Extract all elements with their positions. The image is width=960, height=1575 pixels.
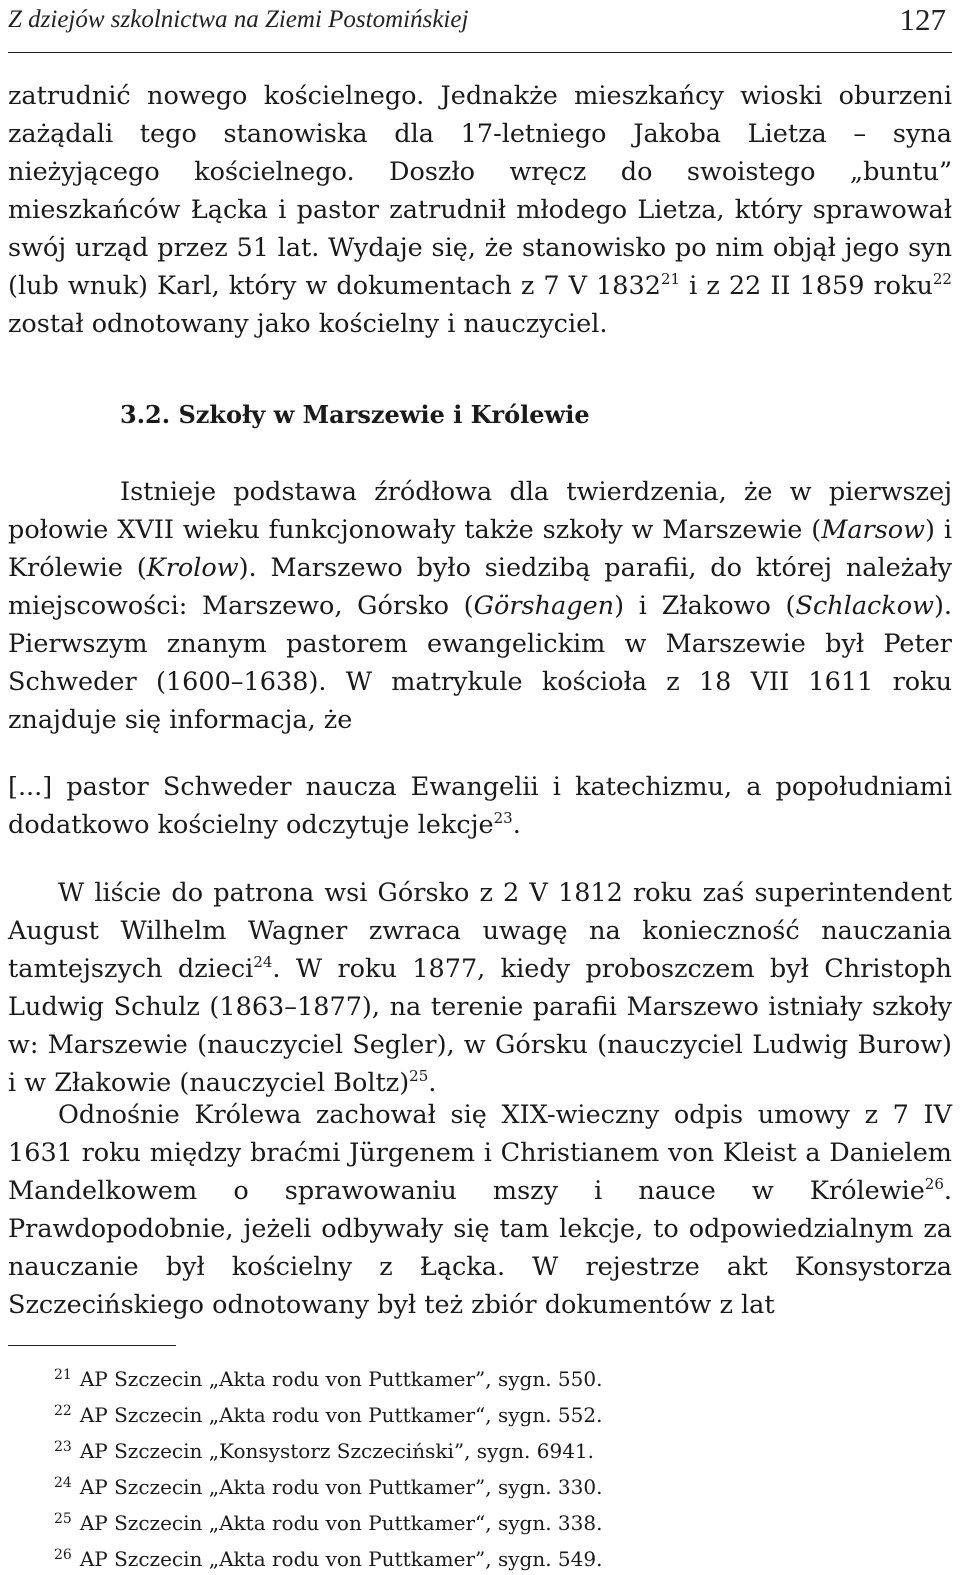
footnote-ref: 26	[924, 1175, 944, 1193]
paragraph-text: . W roku 1877, kiedy proboszczem był Christoph Ludwig Schulz (1863–1877), na terenie parafii Marszewo istniały szkoły w: Marszewie (nauczyciel Segler), w Górsku (nauczyciel Ludwig Burow) i w Złakowie (nauczyciel Boltz)	[8, 954, 952, 1098]
footnote-ref: 24	[253, 953, 273, 971]
paragraph-text: . Prawdopodobnie, jeżeli odbywały się tam lekcje, to odpowiedzialnym za nauczanie był kościelny z Łącka. W rejestrze akt Konsystorza Szczecińskiego odnotowany był też zbiór dokumentów z lat	[8, 1176, 952, 1320]
running-title: Z dziejów szkolnictwa na Ziemi Postomińskiej	[8, 6, 469, 33]
german-name: Marsow	[821, 515, 925, 545]
footnote-item	[54, 1395, 602, 1431]
footnote-item	[54, 1431, 602, 1467]
footnote-number: 25	[54, 1511, 72, 1527]
footnote-text: AP Szczecin „Akta rodu von Puttkamer“, sygn. 338.	[79, 1511, 603, 1535]
paragraph-gorsko	[8, 874, 952, 1102]
quote-text: .	[512, 810, 521, 840]
page-number: 127	[899, 2, 946, 37]
footnote-text: AP Szczecin „Akta rodu von Puttkamer”, sygn. 550.	[79, 1367, 603, 1391]
paragraph-text: ) i Królewie (	[8, 515, 952, 583]
footnote-text: AP Szczecin „Akta rodu von Puttkamer”, sygn. 549.	[79, 1547, 603, 1571]
paragraph-text: Odnośnie Królewa zachował się XIX-wieczny odpis umowy z 7 IV 1631 roku między braćmi Jürgenem i Christianem von Kleist a Danielem Mandelkowem o sprawowaniu mszy i nauce w Królewie	[8, 1100, 952, 1206]
footnote-ref: 23	[493, 809, 513, 827]
paragraph-text: został odnotowany jako kościelny i nauczyciel.	[8, 309, 608, 339]
footnote-item	[54, 1539, 602, 1575]
paragraph-krolewo	[8, 1096, 952, 1324]
german-name: Görshagen	[473, 591, 615, 621]
footnote-text: AP Szczecin „Akta rodu von Puttkamer“, sygn. 552.	[79, 1403, 603, 1427]
german-name: Schlackow	[795, 591, 934, 621]
footnote-ref: 25	[409, 1067, 429, 1085]
paragraph-text: .	[428, 1068, 437, 1098]
footnote-item	[54, 1359, 602, 1395]
footnote-item	[54, 1503, 602, 1539]
footnote-ref: 22	[932, 270, 952, 288]
quote-text: [...] pastor Schweder naucza Ewangelii i katechizmu, a popołudniami dodatkowo kościelny odczytuje lekcje	[8, 772, 952, 840]
footnote-number: 22	[54, 1403, 72, 1419]
running-header	[8, 0, 952, 53]
footnote-number: 21	[54, 1367, 72, 1383]
footnote-item	[54, 1467, 602, 1503]
footnote-text: AP Szczecin „Akta rodu von Puttkamer”, sygn. 330.	[79, 1475, 603, 1499]
block-quote	[8, 768, 952, 844]
footnote-text: AP Szczecin „Konsystorz Szczeciński”, sygn. 6941.	[79, 1439, 595, 1463]
paragraph-text: W liście do patrona wsi Górsko z 2 V 1812 roku zaś superintendent August Wilhelm Wagner zwraca uwagę na konieczność nauczania tamtejszych dzieci	[8, 878, 952, 984]
paragraph-text: ). Pierwszym znanym pastorem ewangelickim w Marszewie był Peter Schweder (1600–1638). W matrykule kościoła z 18 VII 1611 roku znajduje się informacja, że	[8, 591, 952, 735]
paragraph-text: i z 22 II 1859 roku	[680, 271, 933, 301]
footnotes-list	[54, 1359, 602, 1575]
german-name: Krolow	[146, 553, 239, 583]
footnote-divider	[8, 1345, 176, 1346]
footnote-number: 26	[54, 1547, 72, 1563]
paragraph-text: Istnieje podstawa źródłowa dla twierdzenia, że w pierwszej połowie XVII wieku funkcjonowały także szkoły w Marszewie (	[8, 477, 952, 545]
paragraph-text: ). Marszewo było siedzibą parafii, do której należały miejscowości: Marszewo, Górsko (	[8, 553, 953, 621]
paragraph-continuation	[8, 77, 952, 343]
paragraph-schools	[8, 473, 952, 739]
footnote-number: 24	[54, 1475, 72, 1491]
paragraph-text: ) i Złakowo (	[614, 591, 796, 621]
section-heading: 3.2. Szkoły w Marszewie i Królewie	[120, 400, 590, 429]
footnote-ref: 21	[660, 270, 681, 288]
paragraph-text: zatrudnić nowego kościelnego. Jednakże mieszkańcy wioski oburzeni zażądali tego stanowiska dla 17-letniego Jakoba Lietza – syna nieżyjącego kościelnego. Doszło wręcz do swoistego „buntu” mieszkańców Łącka i pastor zatrudnił młodego Lietza, który sprawował swój urząd przez 51 lat. Wydaje się, że stanowisko po nim objął jego syn (lub wnuk) Karl, który w dokumentach z 7 V 1832	[8, 81, 952, 301]
footnote-number: 23	[54, 1439, 72, 1455]
